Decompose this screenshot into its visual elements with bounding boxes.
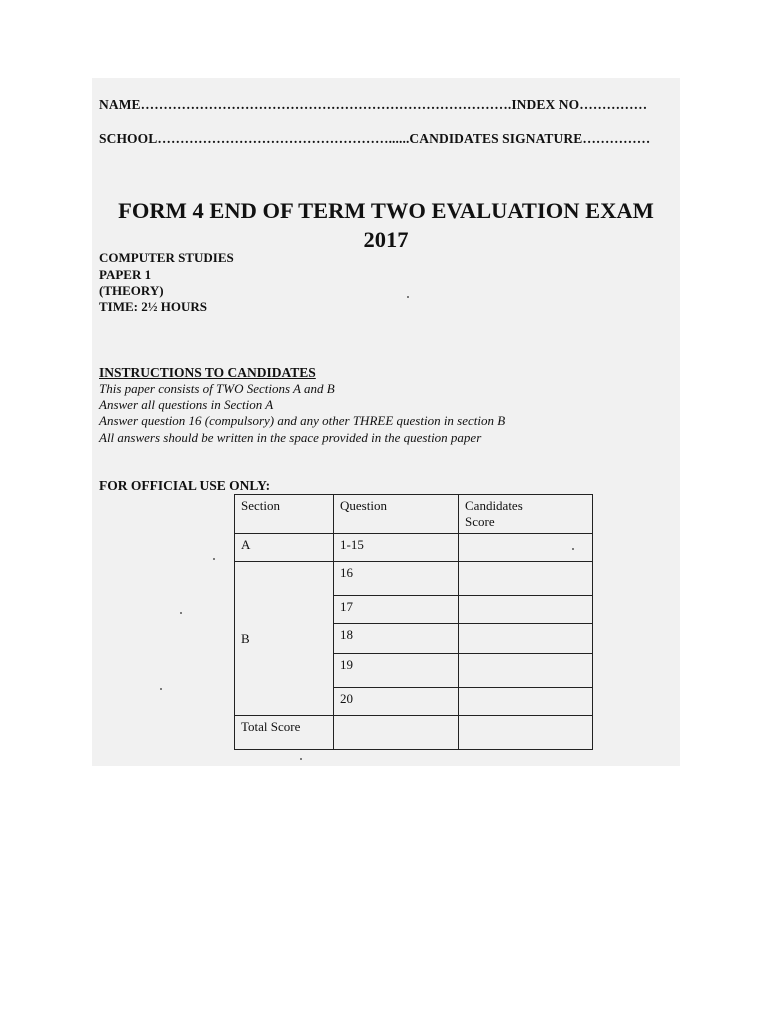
scan-speck bbox=[572, 548, 574, 550]
header-candidates-score: Candidates Score bbox=[459, 495, 593, 534]
instruction-line: Answer question 16 (compulsory) and any other THREE question in section B bbox=[99, 413, 506, 428]
subject-name: COMPUTER STUDIES bbox=[99, 250, 234, 265]
instruction-line: Answer all questions in Section A bbox=[99, 397, 274, 412]
total-score-cell[interactable] bbox=[459, 716, 593, 750]
paper-number: PAPER 1 bbox=[99, 267, 152, 282]
section-b-cell: B bbox=[235, 562, 334, 716]
question-cell: 1-15 bbox=[334, 534, 459, 562]
scan-speck bbox=[180, 612, 182, 614]
score-cell[interactable] bbox=[459, 562, 593, 596]
question-cell: 17 bbox=[334, 596, 459, 624]
official-score-table bbox=[234, 494, 593, 750]
name-label: NAME………………………………………………………………………. bbox=[99, 97, 512, 112]
name-field-line[interactable] bbox=[99, 97, 647, 113]
exam-title: FORM 4 END OF TERM TWO EVALUATION EXAM bbox=[118, 198, 654, 223]
score-cell[interactable] bbox=[459, 654, 593, 688]
school-field-line[interactable] bbox=[99, 131, 650, 147]
total-score-label: Total Score bbox=[235, 716, 334, 750]
table-row bbox=[235, 534, 593, 562]
candidates-signature-label: CANDIDATES SIGNATURE…………… bbox=[409, 131, 651, 146]
table-total-row bbox=[235, 716, 593, 750]
instruction-line: All answers should be written in the space provided in the question paper bbox=[99, 430, 482, 445]
section-a-cell: A bbox=[235, 534, 334, 562]
exam-time: TIME: 2½ HOURS bbox=[99, 299, 207, 314]
instructions-heading: INSTRUCTIONS TO CANDIDATES bbox=[99, 365, 316, 380]
question-cell: 19 bbox=[334, 654, 459, 688]
scan-speck bbox=[300, 758, 302, 760]
total-question-cell bbox=[334, 716, 459, 750]
official-use-heading: FOR OFFICIAL USE ONLY: bbox=[99, 478, 271, 493]
score-cell[interactable] bbox=[459, 624, 593, 654]
table-header-row bbox=[235, 495, 593, 534]
score-cell[interactable] bbox=[459, 596, 593, 624]
header-section: Section bbox=[235, 495, 334, 534]
scan-speck bbox=[407, 296, 409, 298]
scan-speck bbox=[213, 558, 215, 560]
school-label: SCHOOL……………………………………………...... bbox=[99, 131, 410, 146]
question-cell: 18 bbox=[334, 624, 459, 654]
instruction-line: This paper consists of TWO Sections A and B bbox=[99, 381, 335, 396]
paper-kind: (THEORY) bbox=[99, 283, 164, 298]
exam-year: 2017 bbox=[363, 227, 409, 252]
question-cell: 20 bbox=[334, 688, 459, 716]
question-cell: 16 bbox=[334, 562, 459, 596]
scan-speck bbox=[160, 688, 162, 690]
table-row bbox=[235, 562, 593, 596]
header-question: Question bbox=[334, 495, 459, 534]
score-cell[interactable] bbox=[459, 688, 593, 716]
index-no-label: INDEX NO…………… bbox=[511, 97, 648, 112]
